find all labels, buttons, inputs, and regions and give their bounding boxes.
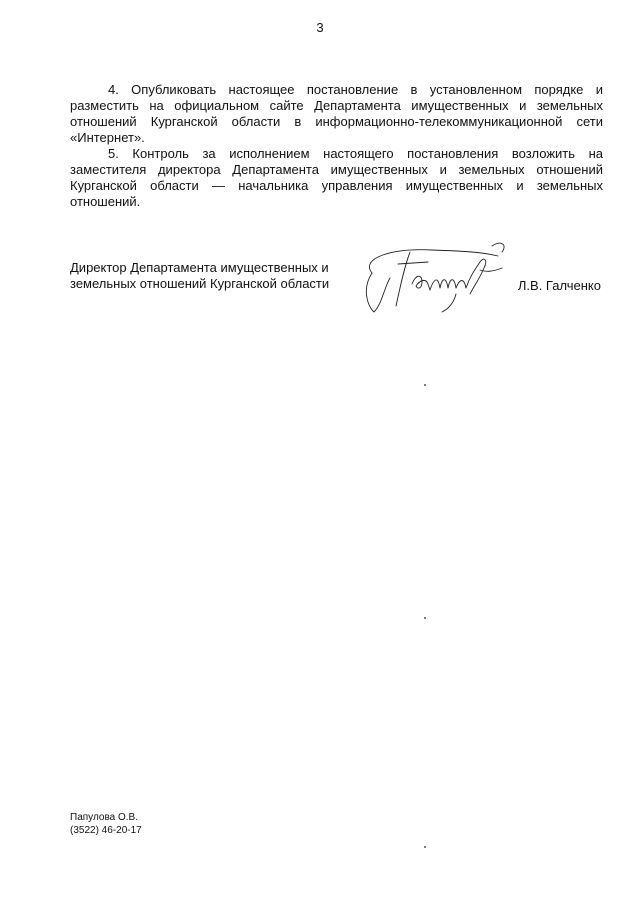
signer-title-line-2: земельных отношений Курганской области: [70, 276, 330, 291]
signer-name: Л.В. Галченко: [517, 278, 601, 293]
executor-info: [70, 811, 142, 837]
signer-title: [70, 260, 360, 292]
executor-name: Папулова О.В.: [70, 812, 138, 823]
paragraph-5: 5. Контроль за исполнением настоящего постановления возложить на заместителя директора Департамента имущественных и земельных отношений Курганской области — начальника управления имущественных и земельных отношений.: [70, 146, 603, 209]
signature-block: [70, 260, 603, 330]
document-body: [70, 82, 603, 210]
executor-phone: (3522) 46-20-17: [70, 825, 142, 836]
handwritten-signature: [352, 238, 512, 318]
scan-speck: [424, 846, 426, 848]
scan-speck: [424, 617, 426, 619]
scan-speck: [424, 384, 426, 386]
signer-title-line-1: Директор Департамента имущественных и: [70, 260, 329, 275]
page-number: 3: [316, 20, 324, 35]
paragraph-4: 4. Опубликовать настоящее постановление в установленном порядке и разместить на официальном сайте Департамента имущественных и земельных отношений Курганской области в информационно-телекоммуникационной сети «Интернет».: [70, 82, 603, 145]
